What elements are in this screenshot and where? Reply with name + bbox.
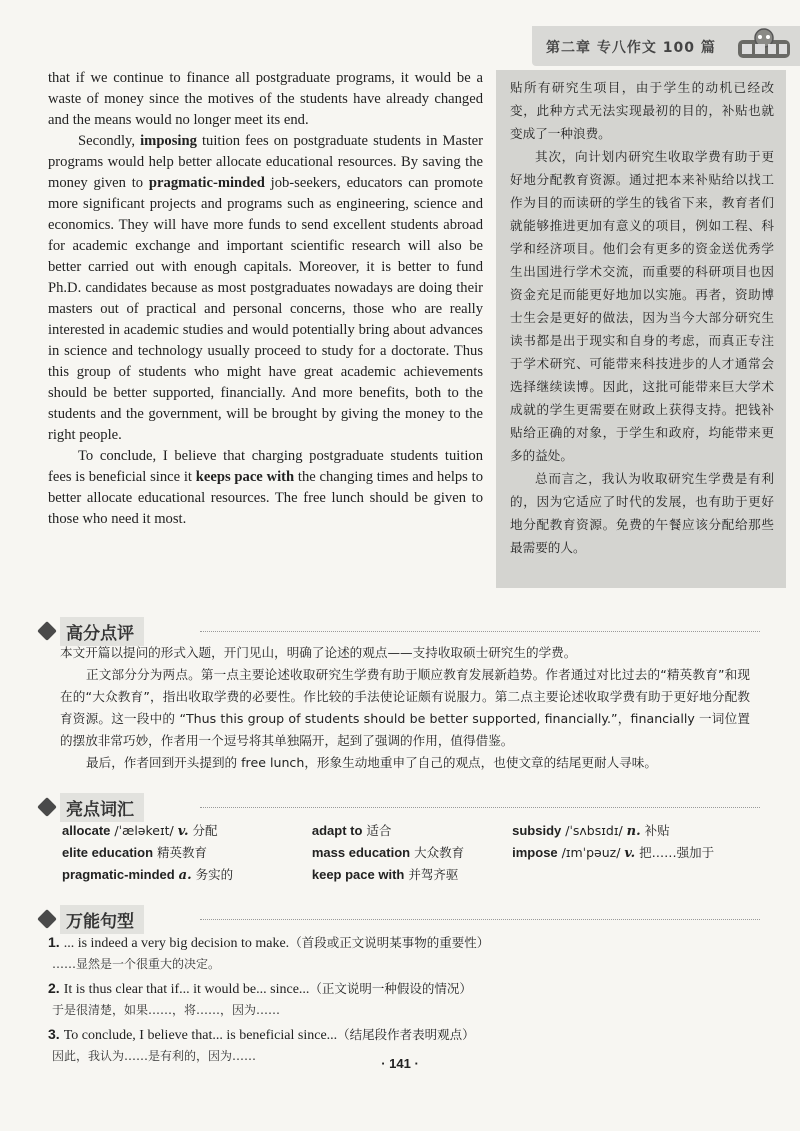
pattern-item: 1. ... is indeed a very big decision to make.（首段或正文说明某事物的重要性） ……显然是一个很重大的决定。: [48, 934, 490, 971]
vocab-item: subsidy /ˈsʌbsɪdɪ/ n. 补贴: [512, 823, 670, 839]
divider: [200, 807, 760, 808]
essay-text: [48, 68, 483, 530]
translation-paragraph-3: 总而言之，我认为收取研究生学费是有利的，因为它适应了时代的发展，也有助于更好地分配教育资源。免费的午餐应该分配给那些最需要的人。: [510, 471, 774, 555]
vocab-heading: [36, 794, 144, 820]
running-header: [532, 26, 800, 66]
highlight-keeps-pace-with: keeps pace with: [195, 469, 295, 485]
highlight-pragmatic-minded: pragmatic-minded: [148, 175, 265, 191]
comments-paragraph-2: 正文部分分为两点。第一点主要论述收取研究生学费有助于顺应教育发展新趋势。作者通过对比过去的“精英教育”和现在的“大众教育”，指出收取学费的必要性。作比较的手法使论证颇有说服力。第二点主要论述收取学费有助于更好地分配教育资源。这一段中的 “Thus this group of students should be better supported, financially.”，financially 一词位置的摆放非常巧妙，作者用一个逗号将其单独隔开，起到了强调的作用，值得借鉴。: [60, 667, 750, 748]
vocab-item: keep pace with 并驾齐驱: [311, 867, 459, 882]
divider: [200, 631, 760, 632]
vocab-item: allocate /ˈæləkeɪt/ v. 分配: [62, 823, 218, 839]
pattern-item: 2. It is thus clear that if... it would be... since...（正文说明一种假设的情况） 于是很清楚，如果……，将……，因为……: [48, 980, 472, 1017]
vocab-item: mass education 大众教育: [311, 845, 465, 860]
vocab-item: adapt to 适合: [311, 823, 392, 838]
comments-paragraph-1: 本文开篇以提问的形式入题，开门见山，明确了论述的观点——支持收取硕士研究生的学费。: [60, 645, 577, 660]
vocab-row: [62, 864, 762, 886]
vocab-item: [512, 864, 762, 886]
comments-heading: [36, 618, 144, 644]
vocab-title: 亮点词汇: [60, 793, 144, 822]
essay-paragraph-2: Secondly, imposing tuition fees on postgraduate students in Master programs would help better allocate educational resources. By saving the money given to pragmatic-minded job-seekers, educators can promote more significant projects and programs such as engineering, science and economics. They will have more funds to send excellent students abroad for academic exchange and important scientific research will also be better carried out with enough capitals. Moreover, it is better to fund Ph.D. candidates because as most postgraduates nowadays are doing their masters out of practical and personal concerns, those who are really interested in academic studies and would potentially bring about advances in science and technology usually proceed to study for a doctorate. Thus this group of students who might have great academic achievements should be better supported, financially. And more benefits, both to the students and the government, will be brought by giving the money to the right people.: [48, 133, 483, 443]
highlight-imposing: imposing: [140, 133, 197, 149]
vocab-item: impose /ɪmˈpəuz/ v. 把……强加于: [512, 845, 715, 861]
essay-paragraph-3: To conclude, I believe that charging postgraduate students tuition fees is beneficial since it keeps pace with the changing times and helps to better allocate educational resources. The free lunch should be given to those who need it most.: [48, 448, 483, 527]
translation-paragraph-1: 贴所有研究生项目，由于学生的动机已经改变，此种方式无法实现最初的目的，补贴也就变成了一种浪费。: [510, 80, 774, 141]
diamond-bullet-icon: [37, 909, 57, 929]
chapter-title: 第二章 专八作文 100 篇: [546, 40, 716, 56]
translation-paragraph-2: 其次，向计划内研究生收取学费有助于更好地分配教育资源。通过把本来补贴给以找工作为目的而读研的学生的钱省下来，教育者们就能够推进更加有意义的项目，例如工程、科学和经济项目。他们会有更多的资金送优秀学生出国进行学术交流，而重要的科研项目也因资金充足而能更好地加以实施。再者，资助博士生会是更好的做法，因为当今大部分研究生读书都是出于现实和自身的考虑，而真正专注于学术研究、可能带来科技进步的人才通常会选择继续读博。因此，这批可能带来巨大学术成就的学生更需要在财政上获得支持。把钱补贴给正确的对象，于学生和政府，均能带来更多的益处。: [510, 149, 774, 463]
patterns-heading: [36, 906, 144, 932]
vocab-row: [62, 842, 762, 864]
vocab-row: [62, 820, 762, 842]
comments-body: [60, 642, 750, 774]
pattern-item: 3. To conclude, I believe that... is beneficial since...（结尾段作者表明观点） 因此，我认为……是有利的，因为……: [48, 1026, 475, 1063]
series-logo-icon: [736, 28, 792, 62]
page-number: · 141 ·: [381, 1056, 419, 1071]
translation-panel: [496, 70, 786, 588]
vocab-item: elite education 精英教育: [62, 845, 208, 860]
diamond-bullet-icon: [37, 797, 57, 817]
divider: [200, 919, 760, 920]
vocab-item: pragmatic-minded a. 务实的: [62, 867, 234, 883]
vocab-list: [62, 820, 762, 886]
patterns-list: [48, 932, 748, 1070]
patterns-title: 万能句型: [60, 905, 144, 934]
diamond-bullet-icon: [37, 621, 57, 641]
comments-title: 高分点评: [60, 617, 144, 646]
essay-paragraph-1: that if we continue to finance all postgraduate programs, it would be a waste of money since the motives of the students have already changed and the means would no longer meet its end.: [48, 70, 483, 128]
comments-paragraph-3: 最后，作者回到开头提到的 free lunch，形象生动地重申了自己的观点，也使文章的结尾更耐人寻味。: [86, 755, 657, 770]
